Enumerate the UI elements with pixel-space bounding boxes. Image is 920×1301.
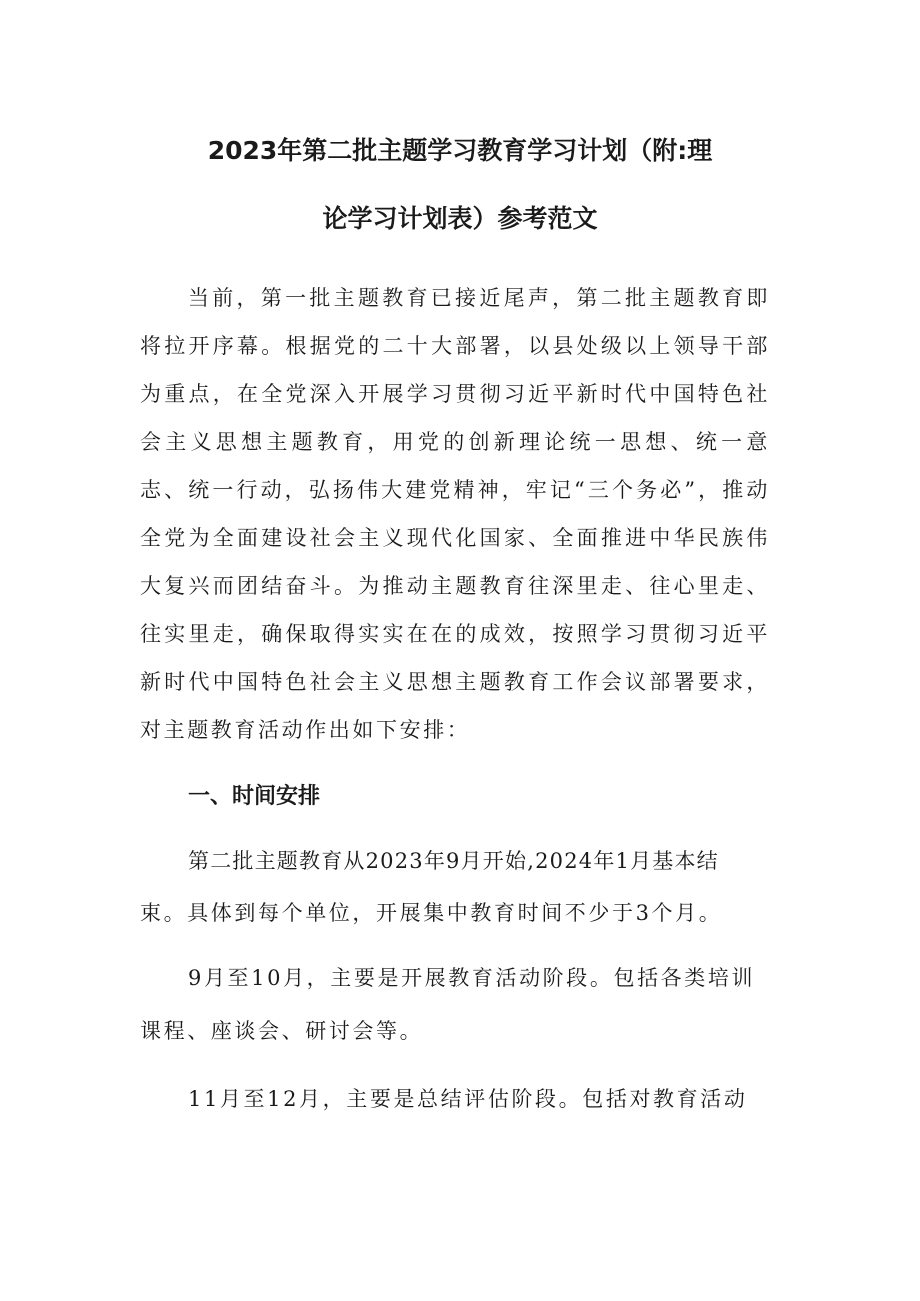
paragraph-2-line-1: 9月至10月，主要是开展教育活动阶段。包括各类培训 xyxy=(188,966,756,990)
document-title-line-2: 论学习计划表）参考范文 xyxy=(322,204,598,233)
paragraph-1-line-2: 束。具体到每个单位，开展集中教育时间不少于3个月。 xyxy=(140,901,723,925)
document-title-line-1: 2023年第二批主题学习教育学习计划（附:理 xyxy=(207,136,713,165)
paragraph-2-line-2: 课程、座谈会、研讨会等。 xyxy=(140,1019,424,1043)
paragraph-3-line-1: 11月至12月，主要是总结评估阶段。包括对教育活动 xyxy=(188,1087,748,1111)
section-heading-time-arrangement: 一、时间安排 xyxy=(188,784,321,809)
paragraph-1-line-1: 第二批主题教育从2023年9月开始,2024年1月基本结 xyxy=(188,849,719,873)
intro-paragraph: 当前，第一批主题教育已接近尾声，第二批主题教育即将拉开序幕。根据党的二十大部署，以县处级以上领导干部为重点，在全党深入开展学习贯彻习近平新时代中国特色社会主义思想主题教育，用党的创新理论统一思想、统一意志、统一行动，弘扬伟大建党精神，牢记“三个务必”，推动全党为全面建设社会主义现代化国家、全面推进中华民族伟大复兴而团结奋斗。为推动主题教育往深里走、往心里走、往实里走，确保取得实实在在的成效，按照学习贯彻习近平新时代中国特色社会主义思想主题教育工作会议部署要求，对主题教育活动作出如下安排： xyxy=(140,286,770,742)
